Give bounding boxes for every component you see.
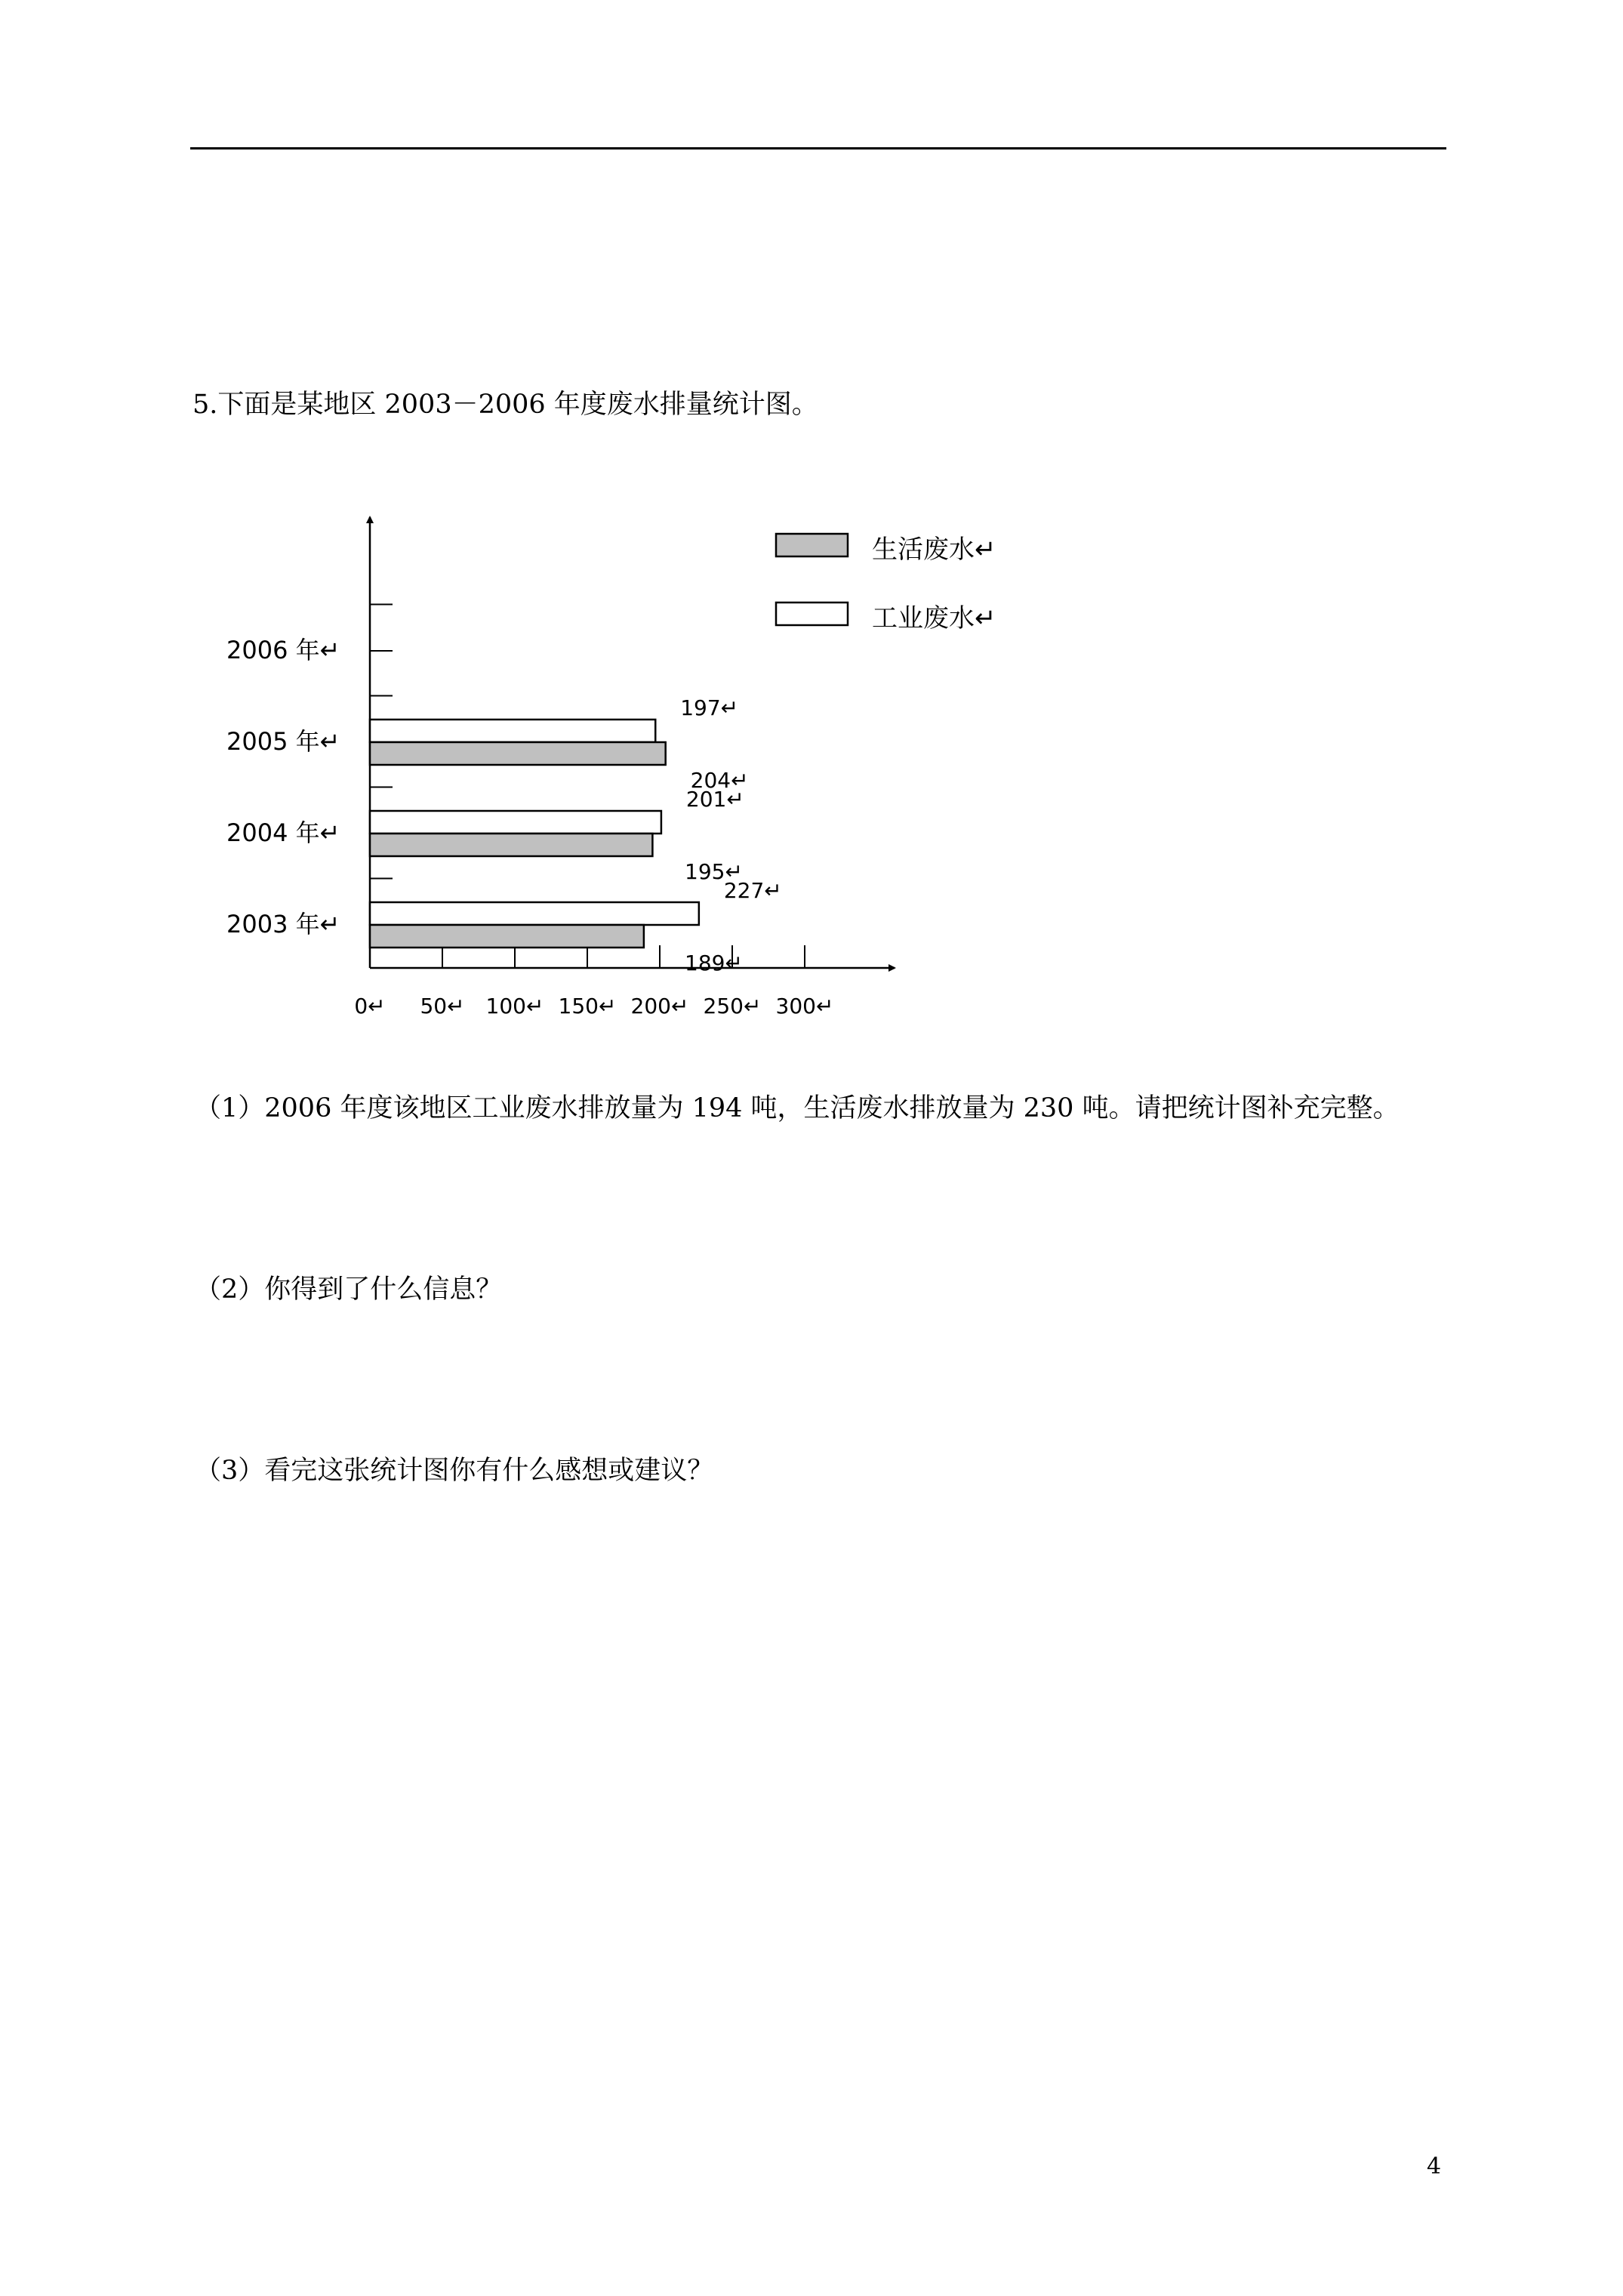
data-label: 195↵: [685, 859, 743, 884]
bar: [370, 811, 661, 834]
x-tick-label: 150↵: [558, 994, 617, 1019]
x-tick-label: 100↵: [485, 994, 544, 1019]
x-tick-label: 300↵: [775, 994, 834, 1019]
category-label: 2003 年↵: [226, 910, 340, 938]
category-label: 2005 年↵: [226, 727, 340, 756]
bar: [370, 720, 655, 742]
bar-chart: [211, 502, 1057, 1038]
bar: [370, 742, 666, 765]
x-tick-label: 200↵: [630, 994, 689, 1019]
sub-question-2: （2）你得到了什么信息？: [195, 1274, 503, 1305]
data-label: 197↵: [680, 695, 739, 720]
page-number: 4: [1427, 2153, 1442, 2180]
legend-swatch: [776, 534, 848, 556]
bar: [370, 834, 652, 856]
bar: [370, 902, 699, 925]
header-rule: [190, 147, 1446, 149]
legend-label: 工业废水↵: [872, 603, 996, 633]
category-label: 2006 年↵: [226, 636, 340, 664]
sub-question-3: （3）看完这张统计图你有什么感想或建议？: [195, 1456, 714, 1486]
legend-swatch: [776, 603, 848, 625]
category-label: 2004 年↵: [226, 818, 340, 847]
x-tick-label: 0↵: [354, 994, 386, 1019]
data-label: 227↵: [723, 878, 782, 903]
legend-label: 生活废水↵: [872, 535, 996, 565]
data-label: 204↵: [690, 768, 749, 793]
x-tick-label: 250↵: [703, 994, 762, 1019]
data-label: 189↵: [685, 951, 743, 975]
question-title: 5.下面是某地区 2003－2006 年度废水排量统计图。: [192, 390, 818, 420]
data-label: 201↵: [685, 787, 744, 812]
bar: [370, 925, 644, 948]
x-tick-label: 50↵: [420, 994, 465, 1019]
sub-question-1: （1）2006 年度该地区工业废水排放量为 194 吨，生活废水排放量为 230 吨。请把统计图补充完整。: [195, 1093, 1400, 1123]
